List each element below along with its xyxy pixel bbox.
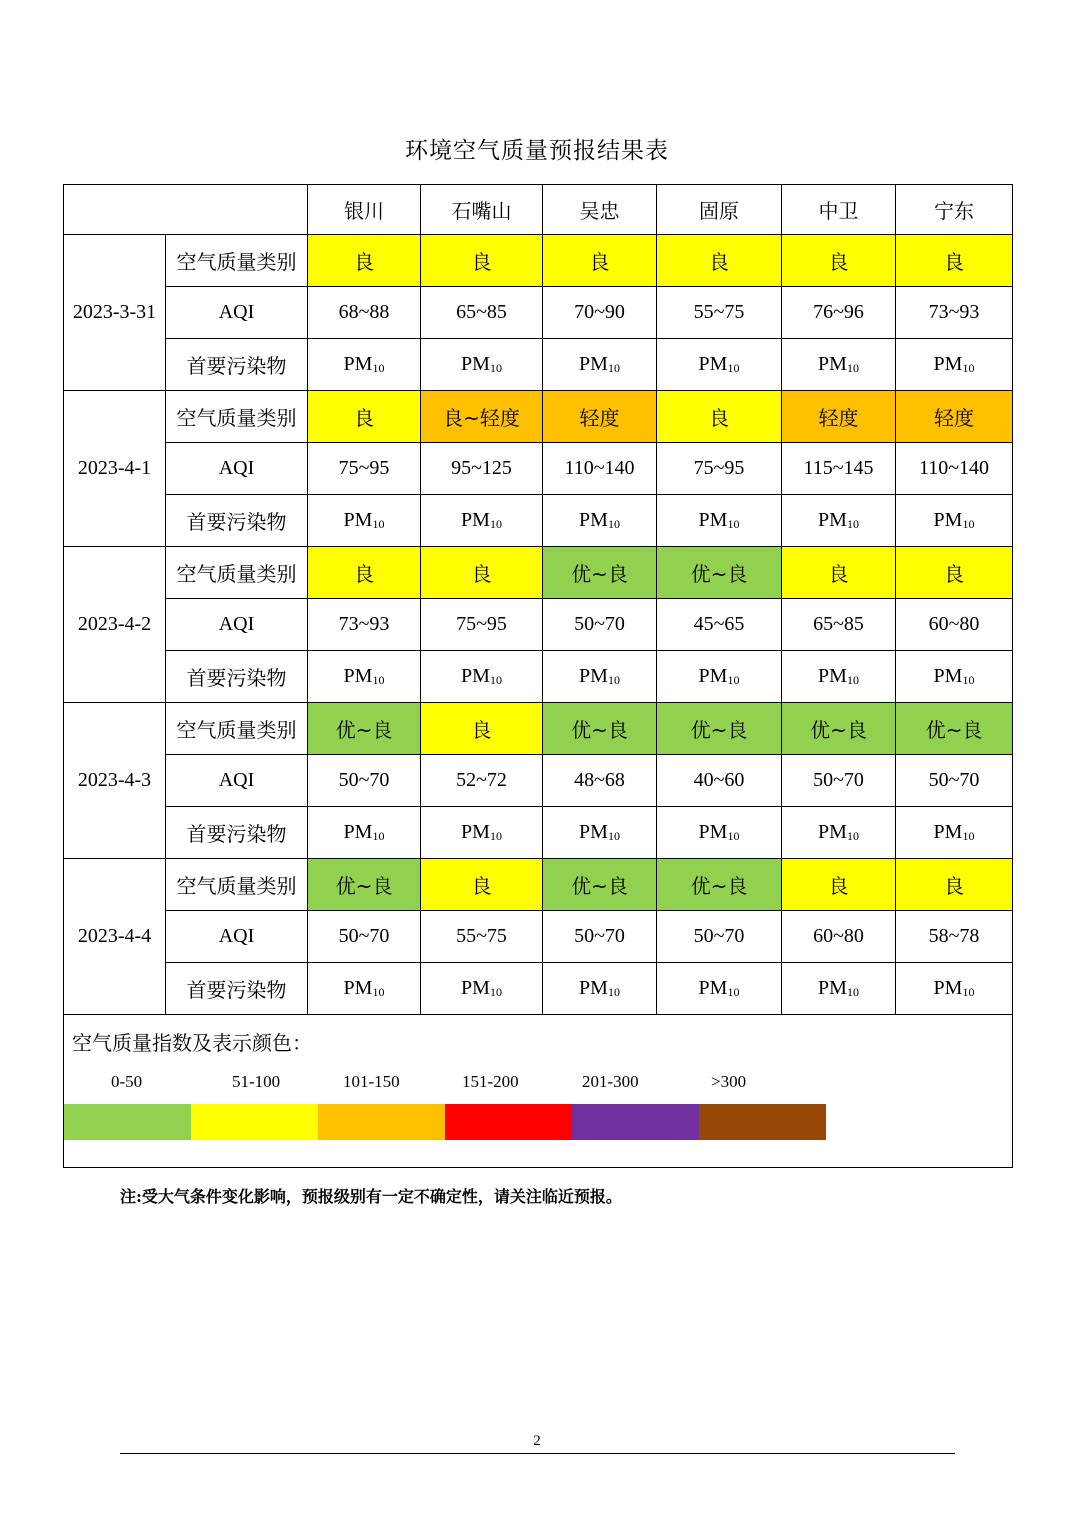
- pollutant-cell: [308, 339, 421, 391]
- pollutant-cell: [896, 963, 1013, 1015]
- row-label: AQI: [166, 911, 308, 963]
- pollutant-subscript: 10: [727, 985, 740, 999]
- pollutant-cell: [657, 339, 782, 391]
- legend-title: 空气质量指数及表示颜色：: [72, 1031, 312, 1055]
- category-cell: 良: [782, 547, 896, 599]
- pollutant-subscript: 10: [489, 829, 502, 843]
- pollutant-cell: [421, 495, 543, 547]
- row-label: 空气质量类别: [166, 859, 308, 911]
- aqi-cell: 75~95: [657, 443, 782, 495]
- aqi-cell: 110~140: [543, 443, 657, 495]
- pollutant-subscript: 10: [607, 517, 620, 531]
- row-label: 空气质量类别: [166, 547, 308, 599]
- legend-range-label: >300: [711, 1072, 747, 1091]
- aqi-cell: 52~72: [421, 755, 543, 807]
- pollutant-subscript: 10: [962, 361, 975, 375]
- legend-swatch: [699, 1104, 826, 1140]
- pollutant-subscript: 10: [962, 985, 975, 999]
- row-label: 首要污染物: [166, 963, 308, 1015]
- legend-swatch: [191, 1104, 318, 1140]
- aqi-cell: 60~80: [896, 599, 1013, 651]
- pollutant-subscript: 10: [489, 985, 502, 999]
- pollutant-name: PM: [579, 353, 608, 375]
- pollutant-name: PM: [698, 977, 728, 999]
- pollutant-subscript: 10: [489, 673, 502, 687]
- pollutant-name: PM: [933, 977, 963, 999]
- city-header: 中卫: [782, 185, 896, 235]
- pollutant-cell: [657, 963, 782, 1015]
- forecast-note: 注:受大气条件变化影响，预报级别有一定不确定性，请关注临近预报。: [120, 1187, 622, 1206]
- category-cell: 优~良: [657, 547, 782, 599]
- city-header: 吴忠: [543, 185, 657, 235]
- legend-range-label: 0-50: [111, 1072, 143, 1091]
- pollutant-cell: [308, 651, 421, 703]
- aqi-cell: 95~125: [421, 443, 543, 495]
- category-cell: 良: [421, 703, 543, 755]
- pollutant-subscript: 10: [727, 673, 740, 687]
- row-label: AQI: [166, 599, 308, 651]
- pollutant-subscript: 10: [846, 517, 859, 531]
- pollutant-name: PM: [461, 353, 490, 375]
- category-cell: 优~良: [896, 703, 1013, 755]
- pollutant-name: PM: [343, 821, 373, 843]
- legend-range-label: 101-150: [343, 1072, 400, 1091]
- pollutant-cell: [896, 495, 1013, 547]
- aqi-cell: 50~70: [657, 911, 782, 963]
- category-row: [64, 703, 1013, 755]
- pollutant-subscript: 10: [846, 985, 859, 999]
- pollutant-row: [64, 963, 1013, 1015]
- pollutant-name: PM: [461, 665, 490, 687]
- category-cell: 良: [782, 235, 896, 287]
- pollutant-cell: [896, 651, 1013, 703]
- date-cell: 2023-3-31: [64, 235, 166, 391]
- legend-ranges: [64, 1072, 864, 1092]
- pollutant-subscript: 10: [607, 829, 620, 843]
- category-cell: 良: [896, 547, 1013, 599]
- pollutant-cell: [896, 807, 1013, 859]
- pollutant-name: PM: [343, 509, 373, 531]
- pollutant-name: PM: [818, 353, 847, 375]
- aqi-cell: 75~95: [421, 599, 543, 651]
- aqi-cell: 70~90: [543, 287, 657, 339]
- pollutant-subscript: 10: [372, 361, 385, 375]
- category-row: [64, 859, 1013, 911]
- pollutant-name: PM: [698, 353, 728, 375]
- pollutant-cell: [308, 495, 421, 547]
- pollutant-subscript: 10: [489, 361, 502, 375]
- pollutant-name: PM: [933, 821, 963, 843]
- category-cell: 优~良: [657, 703, 782, 755]
- pollutant-subscript: 10: [727, 361, 740, 375]
- pollutant-name: PM: [461, 977, 490, 999]
- pollutant-cell: [421, 651, 543, 703]
- header-row: [64, 185, 1013, 235]
- pollutant-cell: [421, 807, 543, 859]
- pollutant-subscript: 10: [489, 517, 502, 531]
- date-cell: 2023-4-3: [64, 703, 166, 859]
- pollutant-cell: [421, 339, 543, 391]
- aqi-row: [64, 599, 1013, 651]
- date-cell: 2023-4-2: [64, 547, 166, 703]
- category-cell: 良: [782, 859, 896, 911]
- pollutant-name: PM: [579, 665, 608, 687]
- aqi-row: [64, 911, 1013, 963]
- legend-range-label: 201-300: [582, 1072, 639, 1091]
- aqi-cell: 60~80: [782, 911, 896, 963]
- pollutant-name: PM: [698, 509, 728, 531]
- pollutant-cell: [308, 807, 421, 859]
- category-cell: 良~轻度: [421, 391, 543, 443]
- category-cell: 优~良: [308, 859, 421, 911]
- legend-swatch: [445, 1104, 572, 1140]
- category-cell: 良: [657, 391, 782, 443]
- pollutant-subscript: 10: [372, 517, 385, 531]
- category-cell: 良: [308, 391, 421, 443]
- category-cell: 良: [421, 859, 543, 911]
- pollutant-name: PM: [818, 977, 847, 999]
- row-label: 空气质量类别: [166, 391, 308, 443]
- pollutant-subscript: 10: [372, 673, 385, 687]
- pollutant-name: PM: [461, 509, 490, 531]
- pollutant-row: [64, 651, 1013, 703]
- pollutant-cell: [543, 495, 657, 547]
- row-label: 首要污染物: [166, 339, 308, 391]
- pollutant-row: [64, 495, 1013, 547]
- aqi-cell: 73~93: [896, 287, 1013, 339]
- pollutant-subscript: 10: [846, 829, 859, 843]
- aqi-cell: 115~145: [782, 443, 896, 495]
- pollutant-name: PM: [818, 821, 847, 843]
- pollutant-subscript: 10: [372, 985, 385, 999]
- category-cell: 轻度: [896, 391, 1013, 443]
- pollutant-name: PM: [343, 353, 373, 375]
- category-cell: 良: [308, 547, 421, 599]
- pollutant-row: [64, 339, 1013, 391]
- pollutant-cell: [543, 339, 657, 391]
- row-label: 首要污染物: [166, 651, 308, 703]
- aqi-row: [64, 755, 1013, 807]
- legend-range-label: 51-100: [232, 1072, 281, 1091]
- aqi-cell: 50~70: [543, 911, 657, 963]
- pollutant-cell: [657, 807, 782, 859]
- aqi-cell: 45~65: [657, 599, 782, 651]
- category-cell: 优~良: [543, 703, 657, 755]
- pollutant-subscript: 10: [727, 829, 740, 843]
- pollutant-subscript: 10: [607, 985, 620, 999]
- pollutant-cell: [543, 807, 657, 859]
- legend-swatch: [572, 1104, 699, 1140]
- pollutant-subscript: 10: [607, 361, 620, 375]
- pollutant-name: PM: [579, 977, 608, 999]
- pollutant-cell: [308, 963, 421, 1015]
- city-header: 银川: [308, 185, 421, 235]
- aqi-cell: 55~75: [657, 287, 782, 339]
- footer-divider: [120, 1453, 955, 1454]
- aqi-cell: 58~78: [896, 911, 1013, 963]
- aqi-cell: 48~68: [543, 755, 657, 807]
- aqi-cell: 50~70: [782, 755, 896, 807]
- legend-color-bar: [64, 1104, 826, 1140]
- category-row: [64, 391, 1013, 443]
- pollutant-cell: [657, 495, 782, 547]
- aqi-row: [64, 287, 1013, 339]
- category-cell: 优~良: [543, 547, 657, 599]
- legend-range-label: 151-200: [462, 1072, 519, 1091]
- pollutant-name: PM: [818, 509, 847, 531]
- pollutant-cell: [782, 963, 896, 1015]
- aqi-cell: 50~70: [308, 755, 421, 807]
- aqi-cell: 73~93: [308, 599, 421, 651]
- pollutant-subscript: 10: [372, 829, 385, 843]
- aqi-cell: 68~88: [308, 287, 421, 339]
- pollutant-name: PM: [818, 665, 847, 687]
- category-cell: 良: [657, 235, 782, 287]
- page-title: 环境空气质量预报结果表: [405, 138, 669, 164]
- aqi-cell: 65~85: [782, 599, 896, 651]
- category-cell: 优~良: [782, 703, 896, 755]
- pollutant-name: PM: [343, 977, 373, 999]
- category-cell: 优~良: [657, 859, 782, 911]
- row-label: AQI: [166, 755, 308, 807]
- pollutant-cell: [896, 339, 1013, 391]
- pollutant-subscript: 10: [727, 517, 740, 531]
- row-label: AQI: [166, 443, 308, 495]
- pollutant-name: PM: [579, 509, 608, 531]
- category-row: [64, 235, 1013, 287]
- aqi-cell: 50~70: [896, 755, 1013, 807]
- pollutant-name: PM: [933, 665, 963, 687]
- aqi-row: [64, 443, 1013, 495]
- pollutant-cell: [782, 495, 896, 547]
- pollutant-subscript: 10: [962, 829, 975, 843]
- category-cell: 良: [896, 859, 1013, 911]
- category-row: [64, 547, 1013, 599]
- city-header: 石嘴山: [421, 185, 543, 235]
- category-cell: 良: [896, 235, 1013, 287]
- pollutant-subscript: 10: [962, 673, 975, 687]
- category-cell: 良: [421, 547, 543, 599]
- pollutant-name: PM: [461, 821, 490, 843]
- aqi-cell: 55~75: [421, 911, 543, 963]
- legend-swatch: [64, 1104, 191, 1140]
- aqi-cell: 40~60: [657, 755, 782, 807]
- date-cell: 2023-4-1: [64, 391, 166, 547]
- row-label: 首要污染物: [166, 495, 308, 547]
- pollutant-subscript: 10: [846, 673, 859, 687]
- row-label: 首要污染物: [166, 807, 308, 859]
- pollutant-cell: [782, 651, 896, 703]
- aqi-cell: 76~96: [782, 287, 896, 339]
- category-cell: 良: [543, 235, 657, 287]
- aqi-cell: 65~85: [421, 287, 543, 339]
- pollutant-subscript: 10: [607, 673, 620, 687]
- aqi-cell: 75~95: [308, 443, 421, 495]
- header-blank-cell: [64, 185, 308, 235]
- pollutant-subscript: 10: [962, 517, 975, 531]
- pollutant-name: PM: [933, 509, 963, 531]
- row-label: 空气质量类别: [166, 703, 308, 755]
- category-cell: 轻度: [782, 391, 896, 443]
- row-label: AQI: [166, 287, 308, 339]
- row-label: 空气质量类别: [166, 235, 308, 287]
- pollutant-name: PM: [579, 821, 608, 843]
- category-cell: 轻度: [543, 391, 657, 443]
- pollutant-name: PM: [933, 353, 963, 375]
- pollutant-name: PM: [698, 821, 728, 843]
- pollutant-row: [64, 807, 1013, 859]
- category-cell: 优~良: [543, 859, 657, 911]
- aqi-cell: 50~70: [543, 599, 657, 651]
- pollutant-name: PM: [343, 665, 373, 687]
- legend-cell: [64, 1015, 1013, 1168]
- pollutant-cell: [421, 963, 543, 1015]
- aqi-cell: 110~140: [896, 443, 1013, 495]
- legend-swatch: [318, 1104, 445, 1140]
- forecast-table: [63, 184, 1013, 1168]
- pollutant-cell: [543, 651, 657, 703]
- category-cell: 良: [421, 235, 543, 287]
- city-header: 宁东: [896, 185, 1013, 235]
- pollutant-cell: [782, 807, 896, 859]
- category-cell: 优~良: [308, 703, 421, 755]
- pollutant-name: PM: [698, 665, 728, 687]
- city-header: 固原: [657, 185, 782, 235]
- aqi-cell: 50~70: [308, 911, 421, 963]
- category-cell: 良: [308, 235, 421, 287]
- pollutant-cell: [657, 651, 782, 703]
- pollutant-cell: [543, 963, 657, 1015]
- page-number: 2: [533, 1433, 541, 1449]
- pollutant-subscript: 10: [846, 361, 859, 375]
- pollutant-cell: [782, 339, 896, 391]
- date-cell: 2023-4-4: [64, 859, 166, 1015]
